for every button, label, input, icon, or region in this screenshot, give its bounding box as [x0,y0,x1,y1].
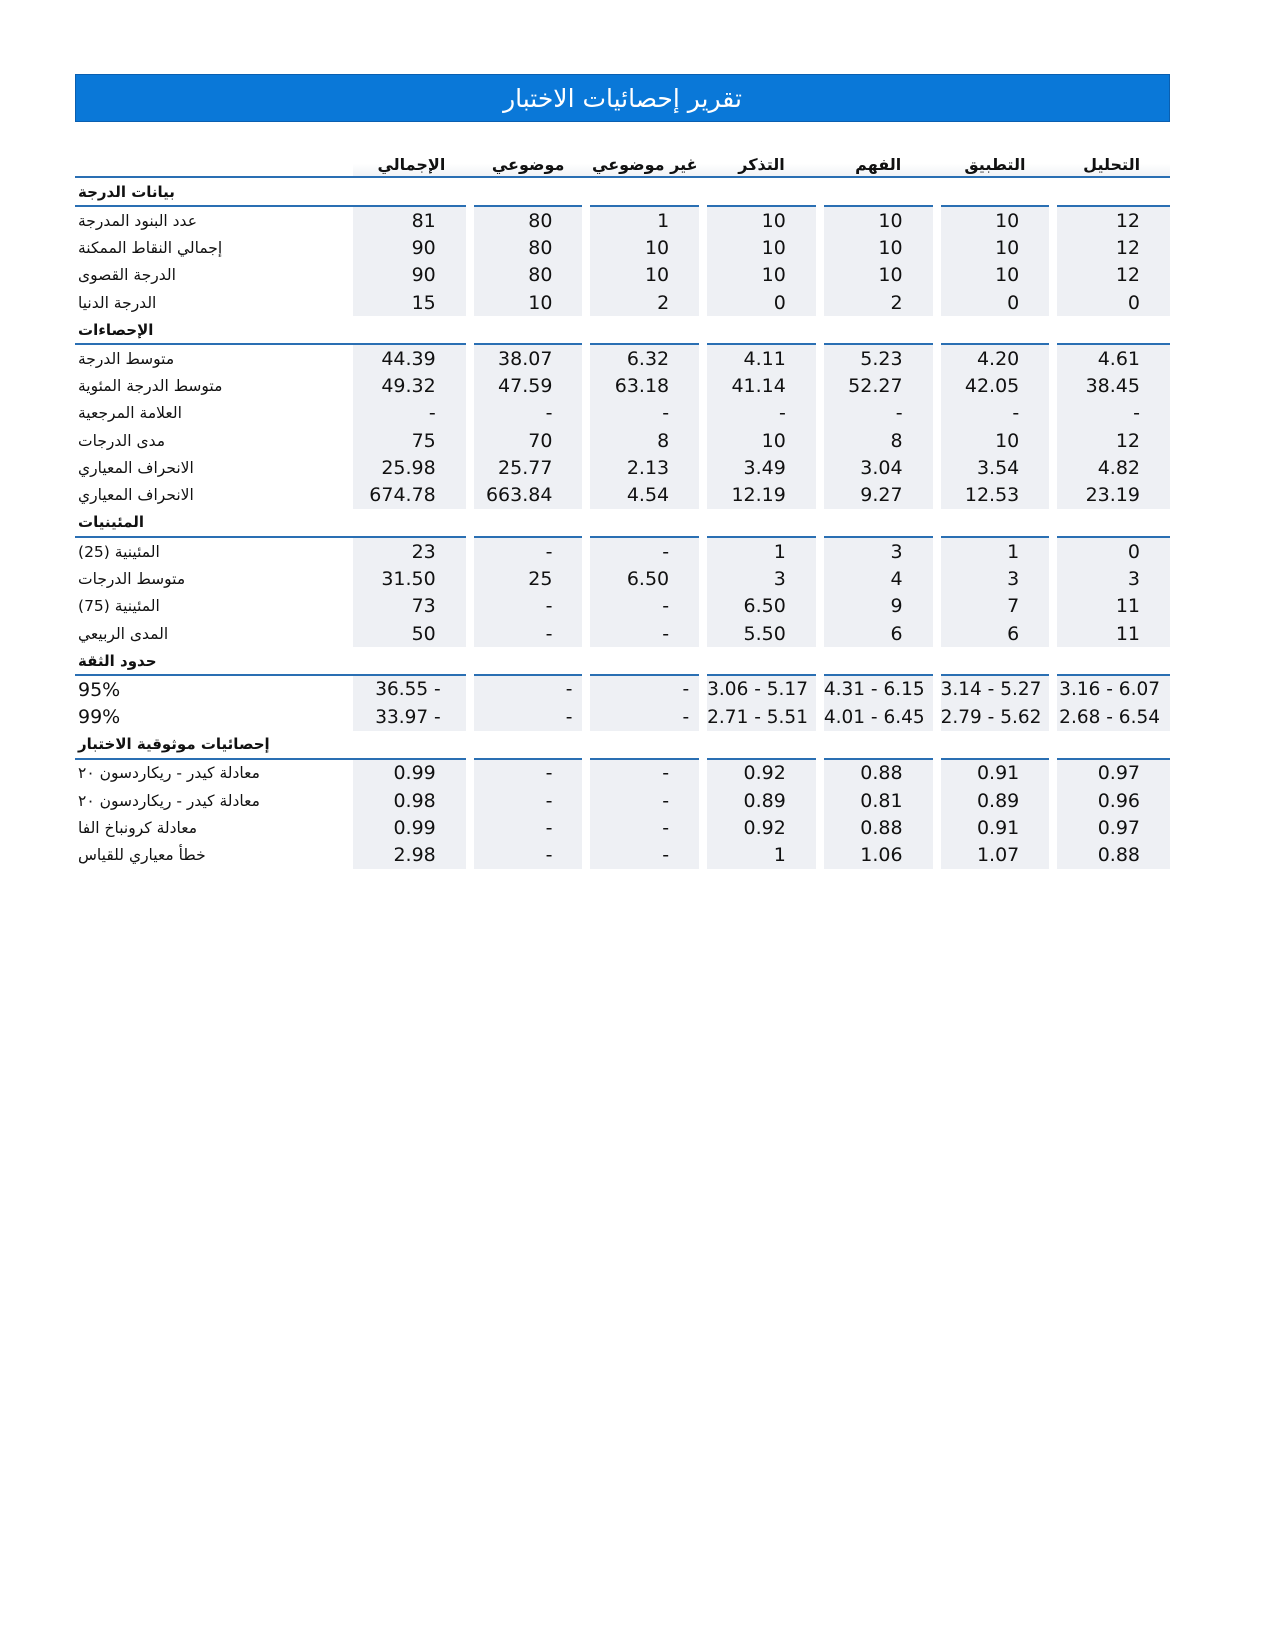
value-cell: 3.54 [937,454,1054,481]
report-title: تقرير إحصائيات الاختبار [75,74,1170,122]
row-label: معادلة كيدر - ريكاردسون ٢٠ [78,791,260,810]
section-title: بيانات الدرجة [78,182,175,201]
value-cell: 12.19 [703,482,820,509]
value-cell: - [470,703,587,730]
table-row [75,344,1170,372]
value-cell: 5.50 [703,620,820,647]
value-cell: 0.97 [1053,814,1170,841]
value-cell: 8 [586,427,703,454]
value-cell: - [586,814,703,841]
row-label-cell [75,703,353,730]
row-label: 95% [78,678,121,701]
value-cell: 10 [703,262,820,289]
value-cell: 10 [703,234,820,261]
table-row [75,234,1170,261]
value-cell: 15 [353,289,470,316]
value-cell: - [586,620,703,647]
value-cell: 41.14 [703,372,820,399]
value-cell: - [470,842,587,869]
value-cell: 2.98 [353,842,470,869]
table-row [75,593,1170,620]
value-cell: 10 [470,289,587,316]
value-cell: - [586,537,703,565]
value-cell: - [470,675,587,703]
value-cell: 90 [353,262,470,289]
value-cell: 47.59 [470,372,587,399]
value-cell: 674.78 [353,482,470,509]
test-statistics-report [75,74,1170,867]
value-cell: 1.07 [937,842,1054,869]
value-cell: 42.05 [937,372,1054,399]
row-label-cell [75,620,353,647]
value-cell: 2.13 [586,454,703,481]
section-title: الإحصاءات [78,320,154,339]
value-cell: 38.07 [470,344,587,372]
value-cell: 10 [937,234,1054,261]
value-cell: 0.96 [1053,787,1170,814]
column-header-application: التطبيق [937,148,1054,177]
value-cell: 3 [937,565,1054,592]
value-cell: 2.71 - 5.51 [703,703,820,730]
value-cell: 3 [820,537,937,565]
value-cell: 50 [353,620,470,647]
value-cell: - [586,703,703,730]
row-label-cell [75,206,353,234]
value-cell: 2 [820,289,937,316]
value-cell: 4.11 [703,344,820,372]
value-cell: 25.98 [353,454,470,481]
row-label: متوسط الدرجات [78,569,186,588]
value-cell: - [470,620,587,647]
value-cell: 3.06 - 5.17 [703,675,820,703]
value-cell: 0.81 [820,787,937,814]
value-cell: 10 [820,262,937,289]
table-row [75,289,1170,316]
value-cell: 6 [820,620,937,647]
value-cell: 4 [820,565,937,592]
row-label-cell [75,262,353,289]
section-title-cell [75,647,1170,675]
value-cell: 6 [937,620,1054,647]
section-header-row [75,316,1170,344]
value-cell: 81 [353,206,470,234]
value-cell: 1 [703,842,820,869]
value-cell: 36.55 - [353,675,470,703]
value-cell: - [703,400,820,427]
value-cell: 10 [820,234,937,261]
table-row [75,787,1170,814]
value-cell: 5.23 [820,344,937,372]
table-row [75,537,1170,565]
value-cell: 9 [820,593,937,620]
value-cell: - [586,842,703,869]
value-cell: - [470,787,587,814]
row-label: متوسط الدرجة المئوية [78,377,223,396]
table-row [75,565,1170,592]
value-cell: 0.99 [353,759,470,787]
table-row [75,814,1170,841]
header-blank [75,148,353,177]
column-header-non-objective: غير موضوعي [586,148,703,177]
value-cell: 4.20 [937,344,1054,372]
value-cell: 23.19 [1053,482,1170,509]
table-row [75,842,1170,869]
table-row [75,759,1170,787]
value-cell: 0 [937,289,1054,316]
row-label: مدى الدرجات [78,431,166,450]
row-label-cell [75,454,353,481]
value-cell: 0.88 [820,759,937,787]
table-row [75,400,1170,427]
column-header-row [75,148,1170,177]
value-cell: - [586,787,703,814]
value-cell: 12 [1053,234,1170,261]
value-cell: 25 [470,565,587,592]
value-cell: 663.84 [470,482,587,509]
value-cell: 38.45 [1053,372,1170,399]
row-label-cell [75,593,353,620]
value-cell: 3.16 - 6.07 [1053,675,1170,703]
value-cell: 10 [937,206,1054,234]
value-cell: 2.79 - 5.62 [937,703,1054,730]
row-label: المدى الربيعي [78,624,169,643]
value-cell: 23 [353,537,470,565]
value-cell: 49.32 [353,372,470,399]
value-cell: 6.50 [703,593,820,620]
value-cell: 0.88 [1053,842,1170,869]
value-cell: 0 [703,289,820,316]
statistics-table [75,148,1170,869]
value-cell: 4.01 - 6.45 [820,703,937,730]
row-label-cell [75,289,353,316]
value-cell: 0.91 [937,814,1054,841]
value-cell: 12.53 [937,482,1054,509]
row-label: معادلة كيدر - ريكاردسون ٢٠ [78,764,260,783]
value-cell: 0 [1053,537,1170,565]
value-cell: - [470,400,587,427]
value-cell: 0.88 [820,814,937,841]
row-label-cell [75,787,353,814]
section-header-row [75,731,1170,759]
column-header-recall: التذكر [703,148,820,177]
value-cell: - [1053,400,1170,427]
value-cell: - [470,759,587,787]
value-cell: 1 [703,537,820,565]
value-cell: 80 [470,262,587,289]
value-cell: 10 [820,206,937,234]
value-cell: - [470,593,587,620]
section-title: إحصائيات موثوقية الاختبار [78,735,270,754]
row-label: الدرجة القصوى [78,266,176,285]
row-label-cell [75,372,353,399]
table-row [75,675,1170,703]
table-row [75,427,1170,454]
value-cell: 0.92 [703,814,820,841]
table-row [75,620,1170,647]
value-cell: 11 [1053,593,1170,620]
row-label: المئينية (75) [78,597,160,616]
section-header-row [75,647,1170,675]
row-label: 99% [78,706,121,729]
row-label-cell [75,400,353,427]
section-title-cell [75,177,1170,206]
table-row [75,703,1170,730]
table-row [75,206,1170,234]
row-label-cell [75,482,353,509]
row-label-cell [75,565,353,592]
row-label: العلامة المرجعية [78,404,182,423]
value-cell: 4.61 [1053,344,1170,372]
section-title: المئينيات [78,513,145,532]
row-label: إجمالي النقاط الممكنة [78,238,223,257]
value-cell: 90 [353,234,470,261]
value-cell: 3.04 [820,454,937,481]
table-row [75,262,1170,289]
value-cell: 10 [703,206,820,234]
value-cell: - [470,814,587,841]
value-cell: 33.97 - [353,703,470,730]
value-cell: - [586,675,703,703]
value-cell: 0.89 [703,787,820,814]
section-title-cell [75,731,1170,759]
value-cell: 12 [1053,262,1170,289]
value-cell: 0 [1053,289,1170,316]
row-label-cell [75,842,353,869]
value-cell: 1 [937,537,1054,565]
value-cell: - [586,593,703,620]
row-label-cell [75,675,353,703]
column-header-understanding: الفهم [820,148,937,177]
value-cell: 63.18 [586,372,703,399]
value-cell: 73 [353,593,470,620]
column-header-analysis: التحليل [1053,148,1170,177]
value-cell: 2 [586,289,703,316]
row-label-cell [75,427,353,454]
row-label: متوسط الدرجة [78,349,175,368]
value-cell: - [586,759,703,787]
value-cell: - [470,537,587,565]
row-label-cell [75,759,353,787]
value-cell: 3 [1053,565,1170,592]
table-row [75,372,1170,399]
value-cell: 75 [353,427,470,454]
value-cell: 10 [586,234,703,261]
value-cell: 9.27 [820,482,937,509]
value-cell: 0.89 [937,787,1054,814]
row-label: معادلة كرونباخ الفا [78,818,198,837]
value-cell: - [353,400,470,427]
section-header-row [75,177,1170,206]
value-cell: 0.97 [1053,759,1170,787]
row-label-cell [75,234,353,261]
column-header-objective: موضوعي [470,148,587,177]
value-cell: 3 [703,565,820,592]
value-cell: - [820,400,937,427]
value-cell: 1 [586,206,703,234]
section-header-row [75,509,1170,537]
value-cell: 12 [1053,206,1170,234]
value-cell: 0.99 [353,814,470,841]
value-cell: 8 [820,427,937,454]
value-cell: 80 [470,206,587,234]
section-title-cell [75,509,1170,537]
column-header-total: الإجمالي [353,148,470,177]
value-cell: 31.50 [353,565,470,592]
section-title-cell [75,316,1170,344]
value-cell: - [586,400,703,427]
row-label: عدد البنود المدرجة [78,211,197,230]
row-label-cell [75,344,353,372]
row-label: الدرجة الدنيا [78,293,157,312]
value-cell: 0.98 [353,787,470,814]
value-cell: - [937,400,1054,427]
value-cell: 52.27 [820,372,937,399]
value-cell: 10 [586,262,703,289]
value-cell: 80 [470,234,587,261]
value-cell: 1.06 [820,842,937,869]
value-cell: 3.14 - 5.27 [937,675,1054,703]
row-label: المئينية (25) [78,542,160,561]
value-cell: 44.39 [353,344,470,372]
value-cell: 12 [1053,427,1170,454]
value-cell: 6.32 [586,344,703,372]
value-cell: 25.77 [470,454,587,481]
value-cell: 11 [1053,620,1170,647]
row-label: الانحراف المعياري [78,486,194,505]
table-row [75,454,1170,481]
value-cell: 10 [937,427,1054,454]
value-cell: 4.31 - 6.15 [820,675,937,703]
value-cell: 3.49 [703,454,820,481]
row-label-cell [75,814,353,841]
value-cell: 7 [937,593,1054,620]
value-cell: 4.82 [1053,454,1170,481]
value-cell: 70 [470,427,587,454]
value-cell: 10 [703,427,820,454]
value-cell: 0.92 [703,759,820,787]
row-label: خطأ معياري للقياس [78,846,206,865]
table-row [75,482,1170,509]
row-label-cell [75,537,353,565]
section-title: حدود الثقة [78,651,157,670]
value-cell: 10 [937,262,1054,289]
value-cell: 2.68 - 6.54 [1053,703,1170,730]
row-label: الانحراف المعياري [78,459,194,478]
value-cell: 4.54 [586,482,703,509]
value-cell: 0.91 [937,759,1054,787]
value-cell: 6.50 [586,565,703,592]
